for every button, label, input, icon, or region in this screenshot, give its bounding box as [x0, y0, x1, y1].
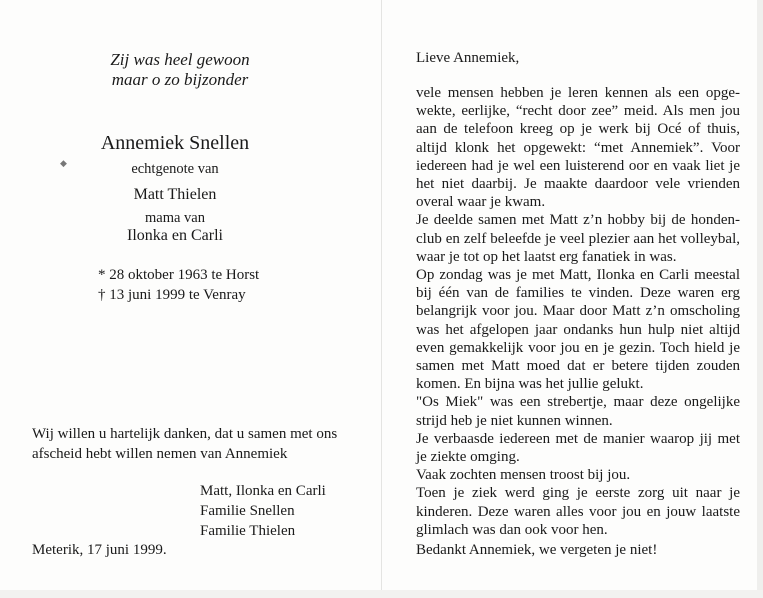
letter-paragraph: vele mensen hebben je leren kennen als een opge-wekte, eerlijke, “recht door zee” meid. Als men jou aan de telefoon kreeg op je werk bij Océ of thuis, altijd klonk het opgewekt: “met Annemiek”. Voor iedereen had je wel een luisterend oor en vaak liet je het niet daarbij. Je maakte daardoor vele vrienden overal waar je kwam. [416, 85, 740, 211]
motto-line-1: Zij was heel gewoon [110, 50, 250, 69]
paper-speck: ◆ [60, 158, 67, 168]
life-dates [98, 265, 259, 305]
signatory: Familie Thielen [200, 523, 296, 539]
motto-line-2: maar o zo bijzonder [111, 70, 249, 89]
children-names: Ilonka en Carli [127, 227, 223, 244]
birth-date: * 28 oktober 1963 te Horst [98, 267, 260, 283]
deceased-name: Annemiek Snellen [100, 132, 250, 154]
letter-paragraph: Toen je ziek werd ging je eerste zorg uit naar je kinderen. Deze waren alles voor jou en jouw laatste glimlach was dan ook voor hen. [416, 485, 740, 538]
letter-body [416, 84, 740, 539]
card-edge-right [757, 0, 763, 598]
letter-paragraph: Vaak zochten mensen troost bij jou. [416, 467, 631, 484]
letter-paragraph: Op zondag was je met Matt, Ilonka en Carli meestal bij één van de families te vinden. Deze waren erg belangrijk voor jou. Maar door Matt z’n omscholing was het afgelopen jaar ondanks hun hulp niet altijd even gemakkelijk voor jou en je gezin. Toch hield je samen met Matt moed dat er betere tijden zouden komen. En bijna was het jullie gelukt. [416, 267, 740, 393]
spouse-label: echtgenote van [131, 161, 219, 177]
motto [60, 50, 300, 90]
thank-you-note [32, 424, 352, 464]
card-fold [381, 0, 382, 598]
signatory: Matt, Ilonka en Carli [200, 483, 326, 499]
mother-label: mama van [145, 210, 205, 226]
place-and-date: Meterik, 17 juni 1999. [32, 542, 167, 558]
signatories [200, 481, 326, 541]
signatory: Familie Snellen [200, 503, 295, 519]
letter-paragraph: "Os Miek" was een strebertje, maar deze ongelijke strijd heb je niet kunnen winnen. [416, 394, 740, 429]
letter-closing: Bedankt Annemiek, we vergeten je niet! [416, 542, 658, 558]
letter-paragraph: Je verbaasde iedereen met de manier waarop jij met je ziekte omging. [416, 430, 740, 466]
letter-paragraph: Je deelde samen met Matt z’n hobby bij de honden-club en zelf beleefde je veel plezier aan het volleybal, waar je tot op het laatst erg fanatiek in was. [416, 212, 740, 265]
spouse-name: Matt Thielen [133, 186, 217, 203]
death-date: † 13 juni 1999 te Venray [98, 287, 246, 303]
letter-greeting: Lieve Annemiek, [416, 50, 520, 66]
left-page [0, 0, 381, 598]
thanks-line-2: afscheid hebt willen nemen van Annemiek [32, 446, 288, 462]
right-page [416, 0, 740, 598]
thanks-line-1: Wij willen u hartelijk danken, dat u samen met ons [32, 426, 338, 442]
